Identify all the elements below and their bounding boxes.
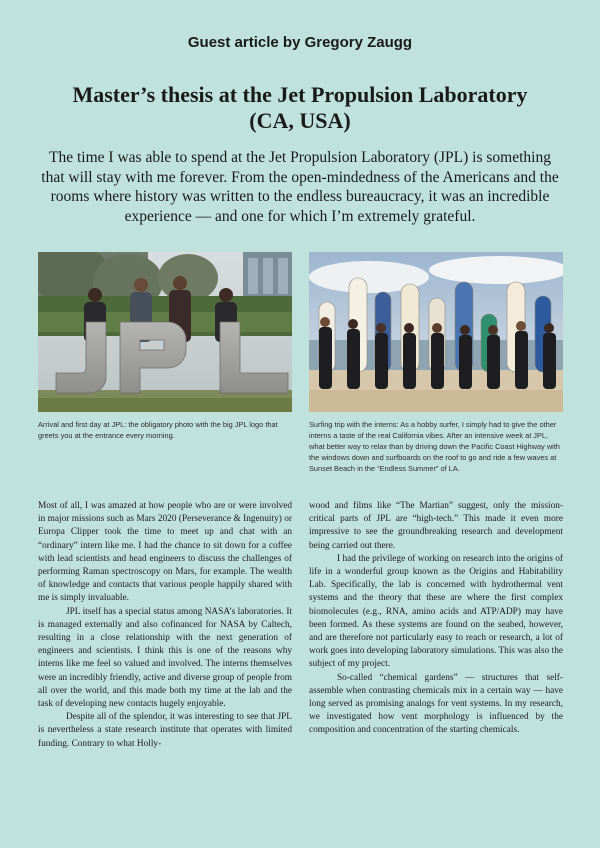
surfers-group — [319, 317, 556, 389]
photo-surf-caption: Surfing trip with the interns: As a hobby surfer, I simply had to give the other interns a taste of the real California vibes. After an intensive week at JPL, what better way to relax than by driving down the Pacific Coast Highway with the windows down and surfboards on the roof to go and ride a few waves at Sunset Beach in the “Endless Summer” of LA. — [309, 420, 560, 473]
photo-jpl-sign — [38, 252, 292, 412]
body-paragraph: So-called “chemical gardens” — structures that self-assemble when contrasting chemicals mix in a certain way — have long served as promising analogs for vent systems. In my research, we investigated how vent morphology is influenced by the composition and concentration of the starting chemicals. — [309, 672, 563, 736]
body-paragraph: Most of all, I was amazed at how people who are or were involved in major missions such as Mars 2020 (Perseverance & Ingenuity) or Europa Clipper took the time to meet up and chat with an “ordinary” intern like me. I had the chance to sit down for a coffee with lead scientists and head engineers to discuss the challenges of performing Raman spectroscopy on Mars, for example. The wealth of knowledge and contacts that various people happily shared with me is simply invaluable. — [38, 501, 292, 604]
photo-jpl-caption: Arrival and first day at JPL: the obligatory photo with the big JPL logo that greets you at the entrance every morning. — [38, 420, 278, 440]
body-paragraph: wood and films like “The Martian” suggest, only the mission-critical parts of JPL are “high-tech.” This made it even more impressive to see the groundbreaking research and development being carried out there. — [309, 501, 563, 551]
jpl-sign-illustration — [38, 252, 292, 412]
body-paragraph: JPL itself has a special status among NASA’s laboratories. It is managed externally and also cofinanced for NASA by Caltech, resulting in a close relationship with the next generation of engineers and scientists. I think this is one of the reasons why interns like me feel so valued and involved. The interns themselves were an incredibly friendly, active and diverse group of people from all over the world, and this made both my time at the lab and the task of developing new contacts hugely enjoyable. — [38, 606, 292, 710]
title-line-2: (CA, USA) — [249, 108, 351, 133]
body-column-right — [309, 500, 563, 738]
body-paragraph: Despite all of the splendor, it was interesting to see that JPL is nevertheless a state research institute that operates with limited funding. Contrary to what Holly- — [38, 712, 292, 749]
body-paragraph: I had the privilege of working on research into the origins of life in a wonderful group known as the Origins and Habitability Lab. Specifically, the lab is concerned with hydrothermal vent systems and the theory that these are where the first complex biomolecules (e.g., RNA, amino acids and ATP/ADP) may have been formed. As these systems are found on the seabed, however, and are therefore not particularly easy to reach or research, a lot of work goes into developing laboratory simulations. This was also the subject of my project. — [309, 553, 563, 670]
article-title — [40, 82, 560, 134]
article-lead: The time I was able to spend at the Jet Propulsion Laboratory (JPL) is something that will stay with me forever. From the open-mindedness of the Americans and the rooms where history was written to the endless bureaucracy, it was an incredible experience — and one for which I’m extremely grateful. — [41, 149, 559, 225]
title-line-1: Master’s thesis at the Jet Propulsion Laboratory — [72, 82, 528, 107]
article-kicker: Guest article by Gregory Zaugg — [187, 34, 413, 51]
body-column-left — [38, 500, 292, 751]
photo-surf-trip — [309, 252, 563, 412]
surf-trip-illustration — [309, 252, 563, 412]
